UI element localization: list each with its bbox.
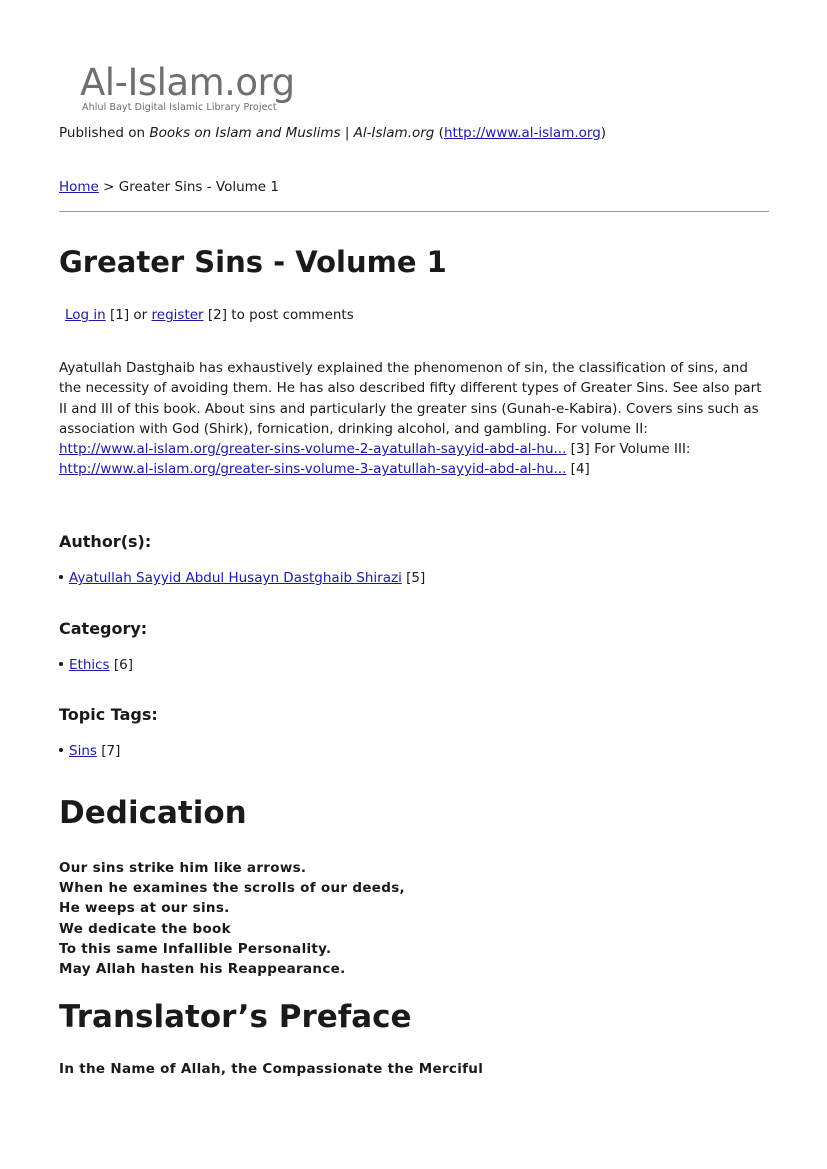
register-ref: [2] to post comments <box>203 307 354 323</box>
category-link[interactable]: Ethics <box>69 657 110 673</box>
breadcrumb-separator: > <box>98 179 119 195</box>
preface-opening: In the Name of Allah, the Compassionate the Merciful <box>59 1061 484 1077</box>
published-line <box>59 125 606 141</box>
author-link[interactable]: Ayatullah Sayyid Abdul Husayn Dastghaib Shirazi <box>69 570 402 586</box>
category-ref: [6] <box>109 657 134 673</box>
authors-heading: Author(s): <box>59 532 152 551</box>
breadcrumb-home-link[interactable]: Home <box>59 179 99 195</box>
register-link[interactable]: register <box>151 307 204 323</box>
site-url-link[interactable]: http://www.al-islam.org <box>443 125 601 141</box>
bullet-icon <box>59 662 63 666</box>
page-title: Greater Sins - Volume 1 <box>59 245 447 279</box>
dedication-line: He weeps at our sins. <box>59 900 230 917</box>
dedication-line: We dedicate the book <box>59 920 231 937</box>
description-text: Ayatullah Dastghaib has exhaustively explained the phenomenon of sin, the classification of sins, and the necessity of avoiding them. He has also described fifty different types of Greater Sins. See also part II and III of this book. About sins and particularly the greater sins (Gunah-e-Kabira). Covers sins such as association with God (Shirk), fornication, drinking alcohol, and gambling. For volume II: <box>59 360 762 437</box>
breadcrumb <box>59 179 279 195</box>
published-prefix: Published on <box>59 125 150 141</box>
author-list-item <box>59 570 425 586</box>
category-list-item <box>59 657 133 673</box>
volume-2-link[interactable]: http://www.al-islam.org/greater-sins-volume-2-ayatullah-sayyid-abd-al-hu... <box>59 441 567 458</box>
breadcrumb-current: Greater Sins - Volume 1 <box>118 179 279 195</box>
dedication-line: To this same Infallible Personality. <box>59 940 332 957</box>
logo-tagline: Ahlul Bayt Digital Islamic Library Project <box>82 102 277 113</box>
bullet-icon <box>59 575 63 579</box>
dedication-text <box>59 858 405 979</box>
logo-wordmark: Al-Islam.org <box>80 61 295 104</box>
published-close-paren: ) <box>600 125 607 141</box>
login-link[interactable]: Log in <box>65 307 106 323</box>
login-ref: [1] or <box>105 307 152 323</box>
login-prompt <box>65 307 354 323</box>
bullet-icon <box>59 748 63 752</box>
topic-tag-list-item <box>59 743 120 759</box>
dedication-line: May Allah hasten his Reappearance. <box>59 961 346 978</box>
category-heading: Category: <box>59 619 148 638</box>
dedication-line: When he examines the scrolls of our deeds, <box>59 880 405 897</box>
site-logo[interactable] <box>80 62 320 120</box>
topic-tags-heading: Topic Tags: <box>59 705 158 724</box>
volume-2-ref: [3] For Volume III: <box>566 441 691 458</box>
author-ref: [5] <box>401 570 426 586</box>
volume-3-ref: [4] <box>566 461 590 478</box>
topic-tag-ref: [7] <box>96 743 121 759</box>
preface-heading: Translator’s Preface <box>59 999 412 1035</box>
topic-tag-link[interactable]: Sins <box>69 743 97 759</box>
header-divider <box>59 211 769 212</box>
volume-3-link[interactable]: http://www.al-islam.org/greater-sins-volume-3-ayatullah-sayyid-abd-al-hu... <box>59 461 567 478</box>
book-description <box>59 358 771 480</box>
dedication-heading: Dedication <box>59 795 247 831</box>
dedication-line: Our sins strike him like arrows. <box>59 860 307 876</box>
published-open-paren: ( <box>434 125 444 141</box>
site-title: Books on Islam and Muslims | Al-Islam.org <box>149 125 435 141</box>
